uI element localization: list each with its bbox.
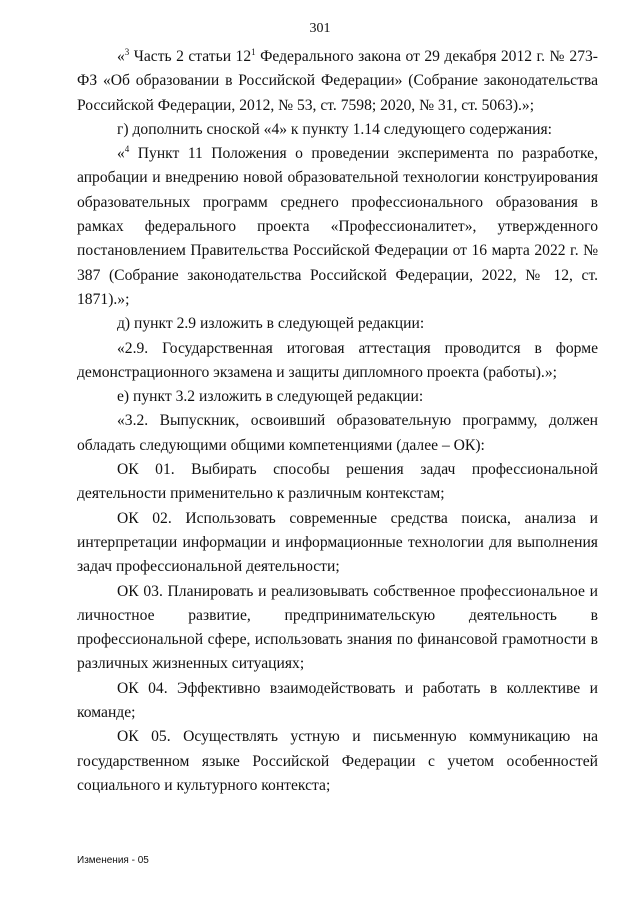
paragraph-text: г) дополнить сноской «4» к пункту 1.14 следующего содержания:	[117, 120, 553, 138]
footnote-marker: 3	[124, 47, 130, 57]
competence-ok-03	[77, 580, 598, 677]
paragraph-text: ОК 04. Эффективно взаимодействовать и работать в коллективе и команде;	[77, 679, 598, 722]
clause-2-9	[77, 337, 598, 386]
footnote-marker: 1	[251, 47, 256, 57]
amendment-item-g	[77, 118, 598, 142]
paragraph-text: «3.2. Выпускник, освоивший образовательную программу, должен обладать следующими общими компетенциями (далее – ОК):	[77, 412, 598, 454]
paragraph-text: е) пункт 3.2 изложить в следующей редакции:	[117, 388, 424, 406]
paragraph-text: ОК 01. Выбирать способы решения задач профессиональной деятельности применительно к различным контекстам;	[77, 461, 598, 503]
document-body	[77, 45, 598, 798]
paragraph-text: ОК 02. Использовать современные средства поиска, анализа и интерпретации информации и информационные технологии для выполнения задач профессиональной деятельности;	[77, 509, 598, 576]
paragraph-text: «2.9. Государственная итоговая аттестация проводится в форме демонстрационного экзамена и защиты дипломного проекта (работы).»;	[77, 339, 598, 381]
footer-note: Изменения - 05	[77, 855, 149, 866]
competence-ok-02	[77, 507, 598, 580]
paragraph-text: Часть 2 статьи 12	[129, 48, 252, 65]
footnote-3-text	[77, 45, 598, 118]
paragraph-text: Федерального закона от 29 декабря 2012 г. № 273-ФЗ «Об образовании в Российской Федерации» (Собрание законодательства Российской Федерации, 2012, № 53, ст. 7598; 2020, № 31, ст. 5063).»;	[77, 48, 598, 114]
paragraph-text: Пункт 11 Положения о проведении эксперимента по разработке, апробации и внедрению новой образовательной технологии конструирования образовательных программ среднего профессионального образования в рамках федерального проекта «Профессионалитет», утвержденного постановлением Правительства Российской Федерации от 16 марта 2022 г. № 387 (Собрание законодательства Российской Федерации, 2022, № 12, ст. 1871).»;	[77, 145, 598, 308]
amendment-item-e	[77, 385, 598, 409]
footnote-marker: 4	[124, 144, 130, 155]
paragraph-text: «	[117, 145, 125, 163]
page-number: 301	[309, 21, 331, 36]
paragraph-text: ОК 03. Планировать и реализовывать собственное профессиональное и личностное развитие, предпринимательскую деятельность в профессиональной сфере, использовать знания по финансовой грамотности в различных жизненных ситуациях;	[77, 582, 598, 673]
paragraph-text: д) пункт 2.9 изложить в следующей редакции:	[117, 315, 425, 333]
competence-ok-04	[77, 677, 598, 726]
competence-ok-01	[77, 458, 598, 507]
clause-3-2	[77, 409, 598, 458]
paragraph-text: «	[117, 48, 125, 65]
paragraph-text: ОК 05. Осуществлять устную и письменную коммуникацию на государственном языке Российской Федерации с учетом особенностей социального и культурного контекста;	[77, 728, 598, 794]
amendment-item-d	[77, 312, 598, 336]
footnote-4-text	[77, 142, 598, 312]
competence-ok-05	[77, 725, 598, 798]
